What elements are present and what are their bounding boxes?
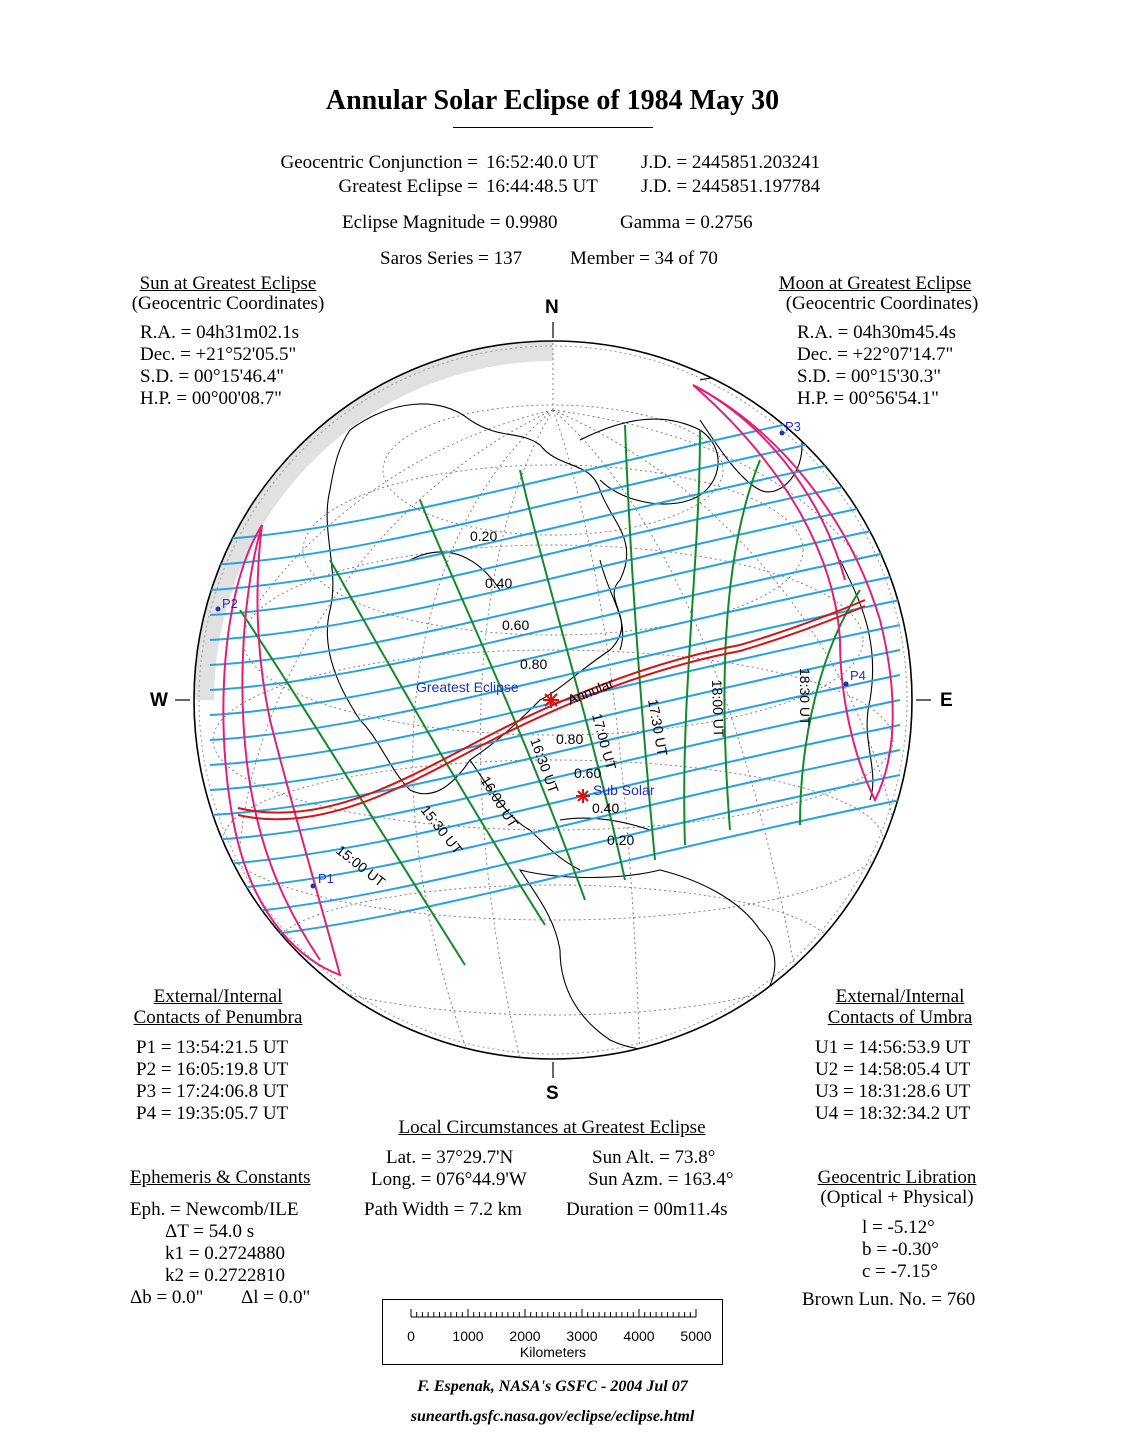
moon-subheading: (Geocentric Coordinates)	[785, 293, 979, 314]
scale-unit-label: Kilometers	[519, 1344, 587, 1360]
scale-tick-label: 3000	[566, 1328, 598, 1344]
moon-dec: Dec. = +22°07'14.7"	[797, 344, 954, 365]
moon-heading: Moon at Greatest Eclipse	[778, 273, 972, 294]
scale-tick-label: 4000	[623, 1328, 655, 1344]
greatest-eclipse-jd: J.D. = 2445851.197784	[641, 176, 821, 197]
greatest-eclipse-time: 16:44:48.5 UT	[486, 176, 598, 197]
p1-dot	[311, 884, 316, 889]
local-duration: Duration = 00m11.4s	[566, 1199, 728, 1220]
ephemeris-k1: k1 = 0.2724880	[165, 1243, 285, 1264]
gamma: Gamma = 0.2756	[620, 212, 753, 233]
greatest-eclipse-label: Greatest Eclipse =	[338, 176, 478, 197]
east-label: E	[940, 690, 953, 711]
sub-solar-marker	[576, 789, 590, 803]
p2-contact: P2 = 16:05:19.8 UT	[136, 1059, 289, 1080]
sun-sd: S.D. = 00°15'46.4"	[140, 366, 285, 387]
magnitude-line	[210, 525, 900, 665]
local-lat: Lat. = 37°29.7'N	[386, 1147, 514, 1168]
magnitude-lines	[210, 400, 900, 940]
local-sun-azm: Sun Azm. = 163.4°	[588, 1169, 734, 1190]
south-label: S	[546, 1083, 559, 1104]
scale-tick-label: 2000	[509, 1328, 541, 1344]
umbra-heading-2: Contacts of Umbra	[827, 1007, 973, 1028]
magnitude-line	[210, 600, 900, 740]
ephemeris-k2: k2 = 0.2722810	[165, 1265, 285, 1286]
moon-ra: R.A. = 04h30m45.4s	[797, 322, 957, 343]
p2-dot	[216, 607, 221, 612]
sun-heading: Sun at Greatest Eclipse	[139, 273, 317, 294]
penumbra-heading-1: External/Internal	[153, 986, 283, 1007]
mag-label-060-south: 0.60	[574, 765, 602, 781]
magnitude-line	[210, 550, 900, 690]
mag-label-020-south: 0.20	[607, 832, 635, 848]
credit: F. Espenak, NASA's GSFC - 2004 Jul 07	[417, 1378, 688, 1395]
time-line	[684, 430, 700, 845]
p4-dot	[844, 682, 849, 687]
page-title: Annular Solar Eclipse of 1984 May 30	[325, 85, 780, 116]
p1-label: P1	[318, 871, 334, 886]
libration-l: l = -5.12°	[862, 1217, 935, 1238]
penumbra-heading-2: Contacts of Penumbra	[133, 1007, 303, 1028]
time-line	[240, 610, 465, 965]
sun-subheading: (Geocentric Coordinates)	[131, 293, 325, 314]
geocentric-conjunction-jd: J.D. = 2445851.203241	[641, 152, 821, 173]
saros-member: Member = 34 of 70	[570, 248, 718, 269]
p3-contact: P3 = 17:24:06.8 UT	[136, 1081, 289, 1102]
ephemeris-heading: Ephemeris & Constants	[130, 1167, 311, 1188]
sun-dec: Dec. = +21°52'05.5"	[140, 344, 297, 365]
local-heading: Local Circumstances at Greatest Eclipse	[398, 1117, 706, 1138]
time-label-1630: 16:30 UT	[527, 735, 562, 796]
moon-hp: H.P. = 00°56'54.1"	[797, 388, 939, 409]
time-label-1830: 18:30 UT	[797, 668, 813, 726]
p2-label: P2	[222, 596, 238, 611]
p1-contact: P1 = 13:54:21.5 UT	[136, 1037, 289, 1058]
libration-heading: Geocentric Libration	[817, 1167, 977, 1188]
geocentric-conjunction-time: 16:52:40.0 UT	[486, 152, 598, 173]
sun-ra: R.A. = 04h31m02.1s	[140, 322, 300, 343]
u1-contact: U1 = 14:56:53.9 UT	[815, 1037, 971, 1058]
greatest-eclipse-label: Greatest Eclipse	[416, 679, 519, 695]
ephemeris-delta-t: ΔT = 54.0 s	[165, 1221, 255, 1242]
magnitude-line	[210, 475, 900, 615]
mag-label-020-north: 0.20	[470, 528, 498, 544]
time-label-1800: 18:00 UT	[709, 679, 728, 738]
moon-sd: S.D. = 00°15'30.3"	[797, 366, 942, 387]
p3-dot	[780, 431, 785, 436]
u2-contact: U2 = 14:58:05.4 UT	[815, 1059, 971, 1080]
scale-tick-label: 5000	[680, 1328, 712, 1344]
local-sun-alt: Sun Alt. = 73.8°	[592, 1147, 716, 1168]
p3-label: P3	[785, 419, 801, 434]
libration-b: b = -0.30°	[862, 1239, 939, 1260]
magnitude-line	[210, 575, 900, 715]
time-label-1500: 15:00 UT	[333, 841, 389, 890]
ephemeris-eph: Eph. = Newcomb/ILE	[130, 1199, 299, 1220]
magnitude-line	[210, 725, 900, 865]
scale-tick-label: 1000	[452, 1328, 484, 1344]
time-label-1730: 17:30 UT	[645, 697, 671, 758]
eclipse-magnitude: Eclipse Magnitude = 0.9980	[342, 212, 558, 233]
annular-label: Annular	[565, 674, 616, 708]
sun-hp: H.P. = 00°00'08.7"	[140, 388, 282, 409]
mag-label-040-north: 0.40	[485, 575, 513, 591]
libration-c: c = -7.15°	[862, 1261, 938, 1282]
umbra-heading-1: External/Internal	[835, 986, 965, 1007]
west-label: W	[150, 690, 168, 711]
geocentric-conjunction-label: Geocentric Conjunction =	[280, 152, 478, 173]
mag-label-040-south: 0.40	[592, 800, 620, 816]
p4-contact: P4 = 19:35:05.7 UT	[136, 1103, 289, 1124]
magnitude-line	[210, 775, 900, 915]
time-label-1700: 17:00 UT	[589, 711, 620, 772]
mag-label-060-north: 0.60	[502, 617, 530, 633]
libration-subheading: (Optical + Physical)	[820, 1187, 974, 1208]
scale-bar	[382, 1299, 723, 1365]
ephemeris-delta-b: Δb = 0.0"	[130, 1287, 204, 1308]
mag-label-080-south: 0.80	[556, 731, 584, 747]
url: sunearth.gsfc.nasa.gov/eclipse/eclipse.html	[410, 1408, 695, 1425]
saros-series: Saros Series = 137	[380, 248, 523, 269]
local-long: Long. = 076°44.9'W	[371, 1169, 527, 1190]
sub-solar-label: Sub Solar	[593, 782, 655, 798]
mag-label-080-north: 0.80	[520, 656, 548, 672]
time-label-1600: 16:00 UT	[477, 773, 522, 831]
time-label-1530: 15:30 UT	[417, 801, 466, 858]
brown-lunation-number: Brown Lun. No. = 760	[802, 1289, 976, 1310]
local-path-width: Path Width = 7.2 km	[364, 1199, 522, 1220]
p4-label: P4	[850, 668, 866, 683]
u4-contact: U4 = 18:32:34.2 UT	[815, 1103, 971, 1124]
greatest-eclipse-marker	[543, 692, 559, 708]
scale-tick-label: 0	[407, 1328, 415, 1344]
ephemeris-delta-l: Δl = 0.0"	[241, 1287, 311, 1308]
u3-contact: U3 = 18:31:28.6 UT	[815, 1081, 971, 1102]
north-label: N	[545, 297, 559, 318]
